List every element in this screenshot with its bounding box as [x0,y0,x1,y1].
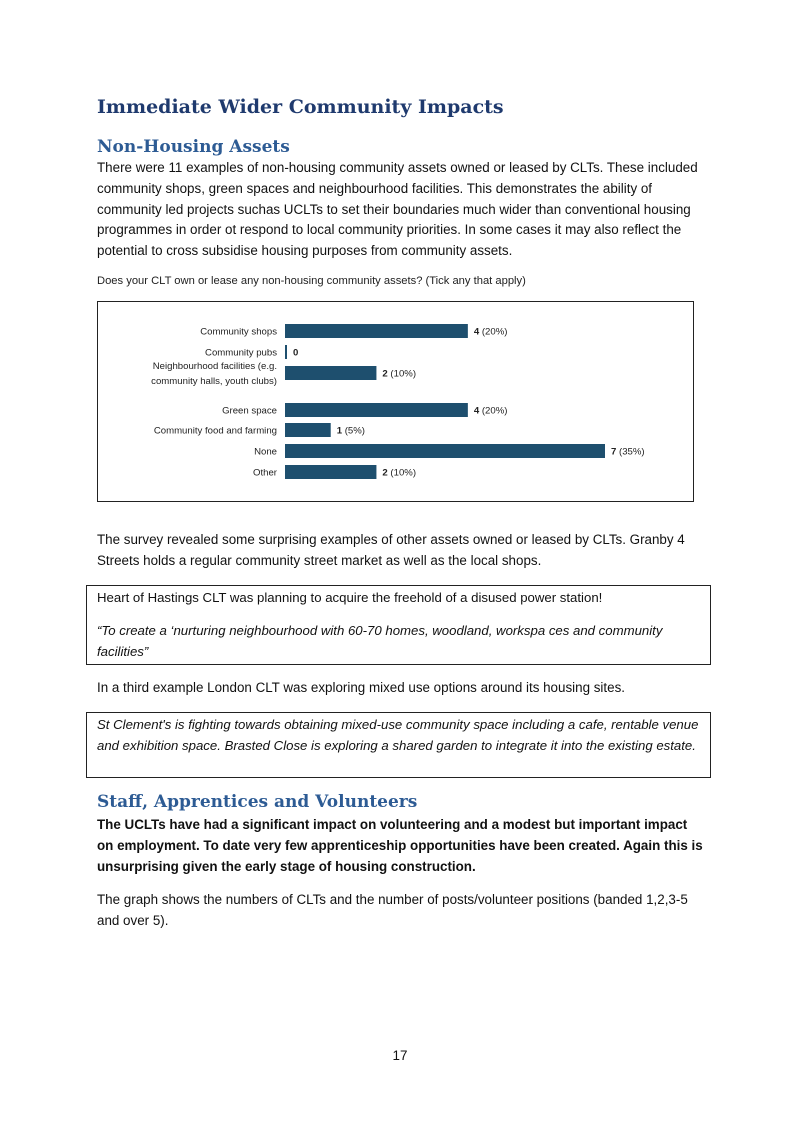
third-example-paragraph: In a third example London CLT was exploring mixed use options around its housing sites. [97,680,625,695]
chart-bar [285,324,468,338]
non-housing-assets-paragraph: There were 11 examples of non-housing community assets owned or leased by CLTs. These included community shops, green spaces and neighbourhood facilities. This demonstrates the ability of community led projects suchas UCLTs to set their boundaries much wider than conventional housing programmes in order ot respond to local community priorities. In some cases it may also reflect the potential to cross subsidise housing purposes from community assets. [97,160,698,259]
chart-value-label: 4 (20%) [473,405,508,417]
chart-value-label: 0 [293,347,299,359]
chart-bar [285,444,605,458]
chart-value-label: 4 (20%) [473,326,508,338]
staff-volunteers-bold-paragraph: The UCLTs have had a significant impact on volunteering and a modest but important impact on employment. To date very few apprenticeship opportunities have been created. Again this is unsurprising given the early stage of housing construction. [97,817,703,874]
section-heading-non-housing-assets: Non-Housing Assets [97,137,290,157]
survey-paragraph: The survey revealed some surprising examples of other assets owned or leased by CLTs. Granby 4 Streets holds a regular community street market as well as the local shops. [97,532,685,568]
chart-bar [285,423,331,437]
chart-bar [285,403,468,417]
hastings-quote: “To create a ‘nurturing neighbourhood with 60-70 homes, woodland, workspa ces and community facilities” [97,622,663,659]
graph-description-paragraph: The graph shows the numbers of CLTs and the number of posts/volunteer positions (banded 1,2,3-5 and over 5). [97,892,688,928]
chart-bar [285,345,287,359]
section-heading-staff-volunteers: Staff, Apprentices and Volunteers [97,792,418,812]
chart-category-label: Neighbourhood facilities (e.g. community halls, youth clubs) [151,361,277,387]
chart-value-label: 7 (35%) [611,446,645,458]
main-heading: Immediate Wider Community Impacts [97,96,504,118]
assets-bar-chart [97,301,694,502]
st-clements-callout-box [86,712,711,778]
chart-category-label: Community food and farming [153,425,277,437]
chart-category-label: Green space [222,405,277,417]
chart-canvas [98,302,693,501]
st-clements-callout-text: St Clement's is fighting towards obtaining mixed-use community space including a cafe, rentable venue and exhibition space. Brasted Close is exploring a shared garden to integrate it into the existing estate. [97,717,699,753]
chart-category-label: Community shops [200,326,277,338]
chart-value-label: 2 (10%) [382,467,417,479]
chart-question: Does your CLT own or lease any non-housing community assets? (Tick any that apply) [97,275,526,287]
hastings-callout-box [86,585,711,665]
chart-value-label: 2 (10%) [382,368,417,380]
chart-bar [285,465,376,479]
page-number: 17 [392,1048,408,1063]
chart-category-label: Community pubs [205,347,277,359]
chart-category-label: Other [253,467,277,479]
chart-value-label: 1 (5%) [336,425,365,437]
chart-bar [285,366,376,380]
hastings-callout-text: Heart of Hastings CLT was planning to acquire the freehold of a disused power station! [97,590,603,605]
chart-category-label: None [254,446,277,458]
